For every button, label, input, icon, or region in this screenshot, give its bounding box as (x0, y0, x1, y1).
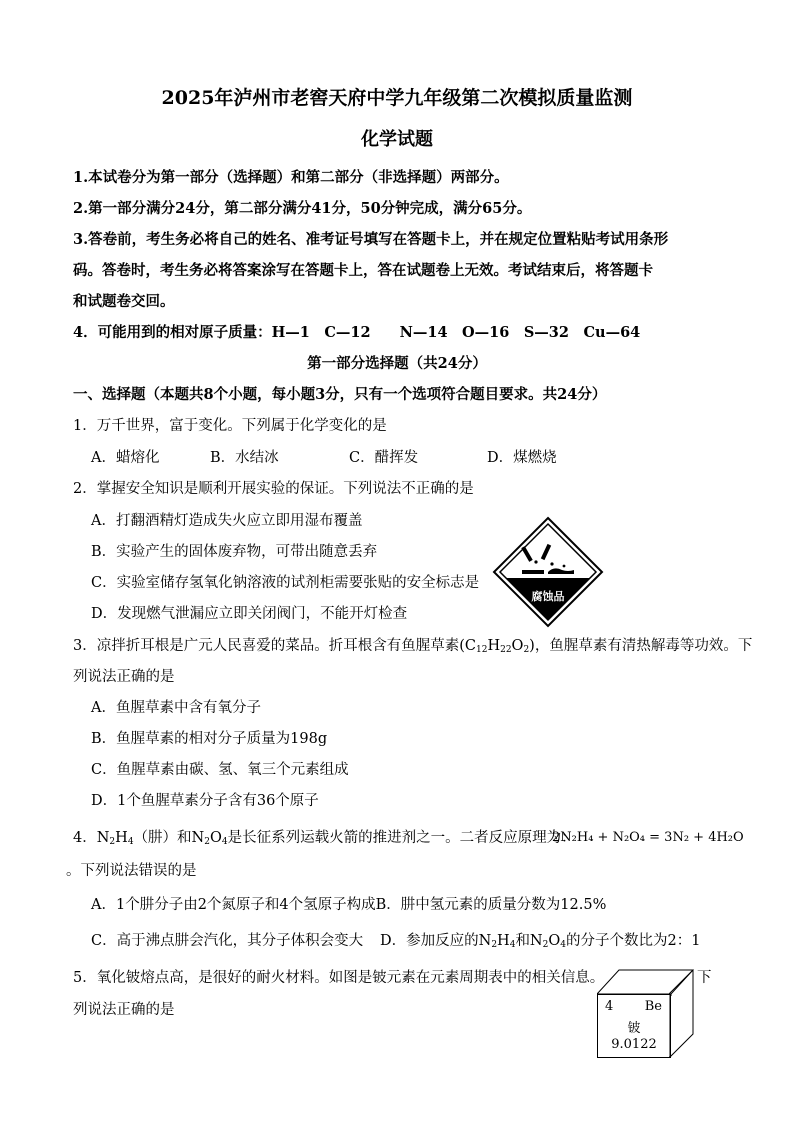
q4-stem: 4．$N_2H_4$（肼）和$N_2O_4$是长征系列运载火箭的推进剂之一。二者反应原理为： (73, 830, 576, 847)
q4-option-ab: A．1个肼分子由2个氮原子和4个氢原子构成B．肼中氢元素的质量分数为12.5% (91, 897, 607, 913)
element-atomic-mass: 9.0122 (611, 1037, 657, 1052)
instruction-3: 3.答卷前，考生务必将自己的姓名、准考证号填写在答题卡上，并在规定位置粘贴考试用条形 (73, 231, 669, 248)
q5-stem-line2: 列说法正确的是 (73, 1002, 175, 1018)
q4-stem-line2: 。下列说法错误的是 (66, 863, 197, 879)
q2-option-d: D．发现燃气泄漏应立即关闭阀门，不能开灯检查 (91, 606, 408, 622)
q2-stem: 2．掌握安全知识是顺利开展实验的保证。下列说法不正确的是 (73, 481, 474, 497)
q3-option-c: C．鱼腥草素由碳、氢、氧三个元素组成 (91, 762, 349, 778)
q3-stem-line2: 列说法正确的是 (73, 669, 175, 685)
hazard-sign-label: 腐蚀品 (531, 590, 565, 603)
q3-stem: 3．凉拌折耳根是广元人民喜爱的菜品。折耳根含有鱼腥草素$(C_{12}H_{22}O_2)$，鱼腥草素有清热解毒等功效。下 (73, 638, 753, 655)
q3-option-a: A．鱼腥草素中含有氧分子 (91, 700, 261, 716)
q2-option-b: B．实验产生的固体废弃物，可带出随意丢弃 (91, 544, 378, 560)
q4-equation: 2N₂H₄ + N₂O₄ = 3N₂ + 4H₂O (552, 830, 744, 845)
instruction-3-cont2: 和试题卷交回。 (73, 293, 175, 310)
q1-option-a: A．蜡熔化 (91, 450, 160, 466)
element-atomic-number: 4 (605, 999, 614, 1014)
q4-option-c: C．高于沸点肼会汽化，其分子体积会变大 (91, 933, 364, 949)
element-cube-side-icon (669, 970, 695, 1058)
section1-title: 一、选择题（本题共8个小题，每小题3分，只有一个选项符合题目要求。共24分） (73, 386, 607, 403)
element-name: 铍 (627, 1021, 641, 1036)
instruction-2: 2.第一部分满分24分，第二部分满分41分，50分钟完成，满分65分。 (73, 200, 532, 217)
instruction-3-cont1: 码。答卷时，考生务必将答案涂写在答题卡上，答在试题卷上无效。考试结束后，将答题卡 (73, 262, 653, 279)
q1-stem: 1．万千世界，富于变化。下列属于化学变化的是 (73, 418, 387, 434)
q5-stem: 5．氧化铍熔点高，是很好的耐火材料。如图是铍元素在元素周期表中的相关信息。 (73, 970, 605, 986)
exam-title: 2025年泸州市老窖天府中学九年级第二次模拟质量监测 (161, 87, 633, 109)
q1-option-b: B．水结冰 (210, 450, 279, 466)
q2-option-a: A．打翻酒精灯造成失火应立即用湿布覆盖 (91, 513, 363, 529)
q1-option-c: C．醋挥发 (349, 450, 419, 466)
q1-option-d: D．煤燃烧 (487, 450, 557, 466)
q5-stem-tail: 下 (697, 970, 712, 986)
q2-option-c: C．实验室储存氢氧化钠溶液的试剂柜需要张贴的安全标志是 (91, 575, 480, 591)
exam-subtitle: 化学试题 (361, 129, 433, 150)
q3-option-d: D．1个鱼腥草素分子含有36个原子 (91, 793, 319, 809)
corrosive-hazard-sign-icon (492, 516, 604, 628)
q4-option-d: D．参加反应的$N_2H_4$和$N_2O_4$的分子个数比为2：1 (380, 933, 701, 950)
element-symbol: Be (644, 999, 662, 1014)
instruction-1: 1.本试卷分为第一部分（选择题）和第二部分（非选择题）两部分。 (73, 169, 509, 186)
element-tile-beryllium (597, 994, 671, 1058)
part1-title: 第一部分选择题（共24分） (307, 355, 487, 372)
instruction-4: 4．可能用到的相对原子质量：H—1 C—12 N—14 O—16 S—32 Cu—64 (73, 324, 641, 341)
q3-option-b: B．鱼腥草素的相对分子质量为198g (91, 731, 328, 747)
